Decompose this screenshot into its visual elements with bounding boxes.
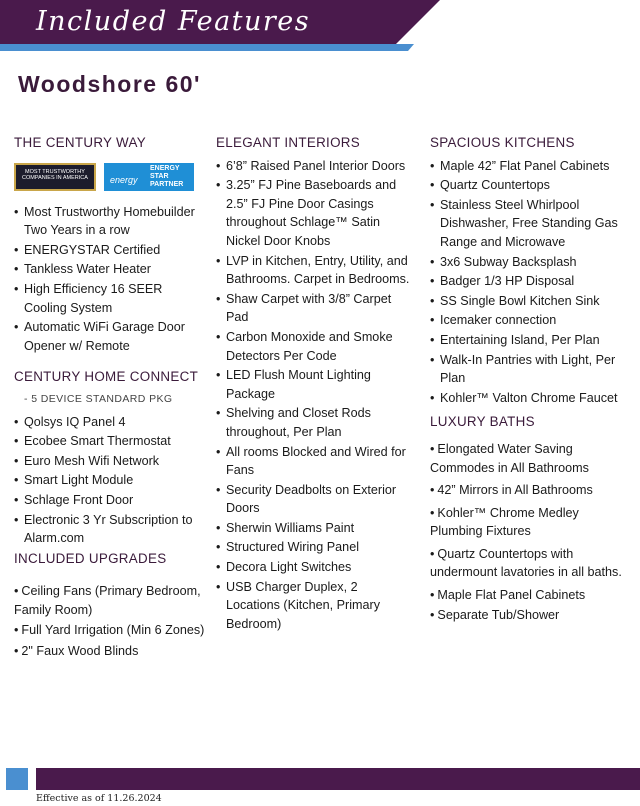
trustworthy-badge-text: MOST TRUSTWORTHY COMPANIES IN AMERICA: [22, 168, 88, 181]
list-item-text: Separate Tub/Shower: [437, 607, 560, 622]
list-item: • LED Flush Mount Lighting Package: [216, 366, 414, 403]
list-item: • Smart Light Module: [14, 471, 206, 490]
list-item: • 2" Faux Wood Blinds: [14, 644, 139, 659]
list-item: • Shelving and Closet Rods throughout, Per Plan: [216, 404, 414, 441]
header-banner: [0, 0, 640, 52]
list-item: • Icemaker connection: [430, 311, 632, 330]
list-item-text: 2" Faux Wood Blinds: [21, 644, 139, 659]
century-way-list: [14, 203, 206, 356]
list-item: • 3x6 Subway Backsplash: [430, 253, 632, 272]
energy-star-badge: [104, 163, 194, 191]
list-item: • Walk-In Pantries with Light, Per Plan: [430, 351, 632, 388]
list-item-text: Full Yard Irrigation (Min 6 Zones): [21, 623, 205, 638]
section-heading-kitchens: SPACIOUS KITCHENS: [430, 135, 575, 150]
list-item: • All rooms Blocked and Wired for Fans: [216, 443, 414, 480]
list-item: • Tankless Water Heater: [14, 260, 206, 279]
column-middle: [216, 134, 414, 634]
badge-row: [14, 163, 206, 191]
list-item: • ENERGYSTAR Certified: [14, 241, 206, 260]
list-item: • Security Deadbolts on Exterior Doors: [216, 481, 414, 518]
kitchens-list: [430, 157, 632, 408]
trustworthy-badge: [14, 163, 96, 191]
list-item: • Euro Mesh Wifi Network: [14, 452, 206, 471]
effective-date: Effective as of 11.26.2024: [36, 793, 162, 804]
column-right: [430, 134, 632, 625]
footer-accent-square: [6, 768, 28, 790]
list-item: • Qolsys IQ Panel 4: [14, 413, 206, 432]
list-item-text: Quartz Countertops with undermount lavatories in all baths.: [430, 546, 622, 580]
list-item: • Separate Tub/Shower: [430, 607, 560, 622]
section-heading-upgrades: INCLUDED UPGRADES: [14, 550, 167, 566]
list-item: • Automatic WiFi Garage Door Opener w/ Remote: [14, 318, 206, 355]
section-heading-baths: LUXURY BATHS: [430, 414, 535, 430]
list-item-text: Elongated Water Saving Commodes in All Bathrooms: [430, 441, 589, 475]
energy-star-text: [150, 165, 183, 189]
banner-title: Included Features: [36, 6, 311, 37]
energy-star-line: STAR: [150, 172, 169, 180]
list-item: • Structured Wiring Panel: [216, 538, 414, 557]
list-item: • 6’8” Raised Panel Interior Doors: [216, 157, 414, 176]
section-heading-century-way: THE CENTURY WAY: [14, 135, 146, 150]
list-item: • Kohler™ Valton Chrome Faucet: [430, 389, 632, 408]
home-connect-subheading: - 5 DEVICE STANDARD PKG: [24, 392, 173, 405]
list-item-text: Ceiling Fans (Primary Bedroom, Family Room): [14, 584, 201, 617]
list-item: • Elongated Water Saving Commodes in All Bathrooms: [430, 441, 589, 475]
list-item: • Entertaining Island, Per Plan: [430, 331, 632, 350]
column-left: [14, 134, 206, 662]
list-item-text: Kohler™ Chrome Medley Plumbing Fixtures: [430, 505, 579, 539]
list-item: • Full Yard Irrigation (Min 6 Zones): [14, 623, 205, 638]
list-item: • Quartz Countertops with undermount lavatories in all baths.: [430, 546, 622, 580]
list-item-text: 42” Mirrors in All Bathrooms: [437, 483, 593, 498]
energy-star-line: PARTNER: [150, 180, 184, 188]
list-item: • 42” Mirrors in All Bathrooms: [430, 483, 593, 498]
list-item: • 3.25” FJ Pine Baseboards and 2.5” FJ Pine Door Casings throughout Schlage™ Satin Nickel Door Knobs: [216, 176, 414, 250]
list-item: • Ceiling Fans (Primary Bedroom, Family Room): [14, 584, 201, 617]
list-item: • SS Single Bowl Kitchen Sink: [430, 292, 632, 311]
model-name: Woodshore 60': [18, 71, 202, 97]
list-item: • Quartz Countertops: [430, 176, 632, 195]
list-item-text: Maple Flat Panel Cabinets: [437, 588, 586, 603]
list-item: • Badger 1/3 HP Disposal: [430, 272, 632, 291]
energy-star-line: ENERGY: [150, 164, 180, 172]
list-item: • Stainless Steel Whirlpool Dishwasher, Free Standing Gas Range and Microwave: [430, 196, 632, 252]
home-connect-list: [14, 413, 206, 548]
list-item: • Kohler™ Chrome Medley Plumbing Fixtures: [430, 505, 579, 539]
footer-bar: [36, 768, 640, 790]
list-item: • LVP in Kitchen, Entry, Utility, and Bathrooms. Carpet in Bedrooms.: [216, 252, 414, 289]
list-item: • Decora Light Switches: [216, 558, 414, 577]
list-item: • Sherwin Williams Paint: [216, 519, 414, 538]
list-item: • Maple Flat Panel Cabinets: [430, 588, 586, 603]
list-item: • Shaw Carpet with 3/8” Carpet Pad: [216, 290, 414, 327]
list-item: • Maple 42” Flat Panel Cabinets: [430, 157, 632, 176]
list-item: • Ecobee Smart Thermostat: [14, 432, 206, 451]
upgrades-list: [14, 582, 206, 660]
interiors-list: [216, 157, 414, 634]
list-item: • Schlage Front Door: [14, 491, 206, 510]
baths-list: [430, 440, 632, 624]
energy-star-logo-word: energy: [110, 174, 138, 185]
section-heading-home-connect: CENTURY HOME CONNECT: [14, 369, 199, 385]
list-item: • Most Trustworthy Homebuilder Two Years in a row: [14, 203, 206, 240]
list-item: • Electronic 3 Yr Subscription to Alarm.com: [14, 511, 206, 548]
list-item: • High Efficiency 16 SEER Cooling System: [14, 280, 206, 317]
list-item: • Carbon Monoxide and Smoke Detectors Per Code: [216, 328, 414, 365]
list-item: • USB Charger Duplex, 2 Locations (Kitchen, Primary Bedroom): [216, 578, 414, 634]
section-heading-interiors: ELEGANT INTERIORS: [216, 135, 360, 150]
